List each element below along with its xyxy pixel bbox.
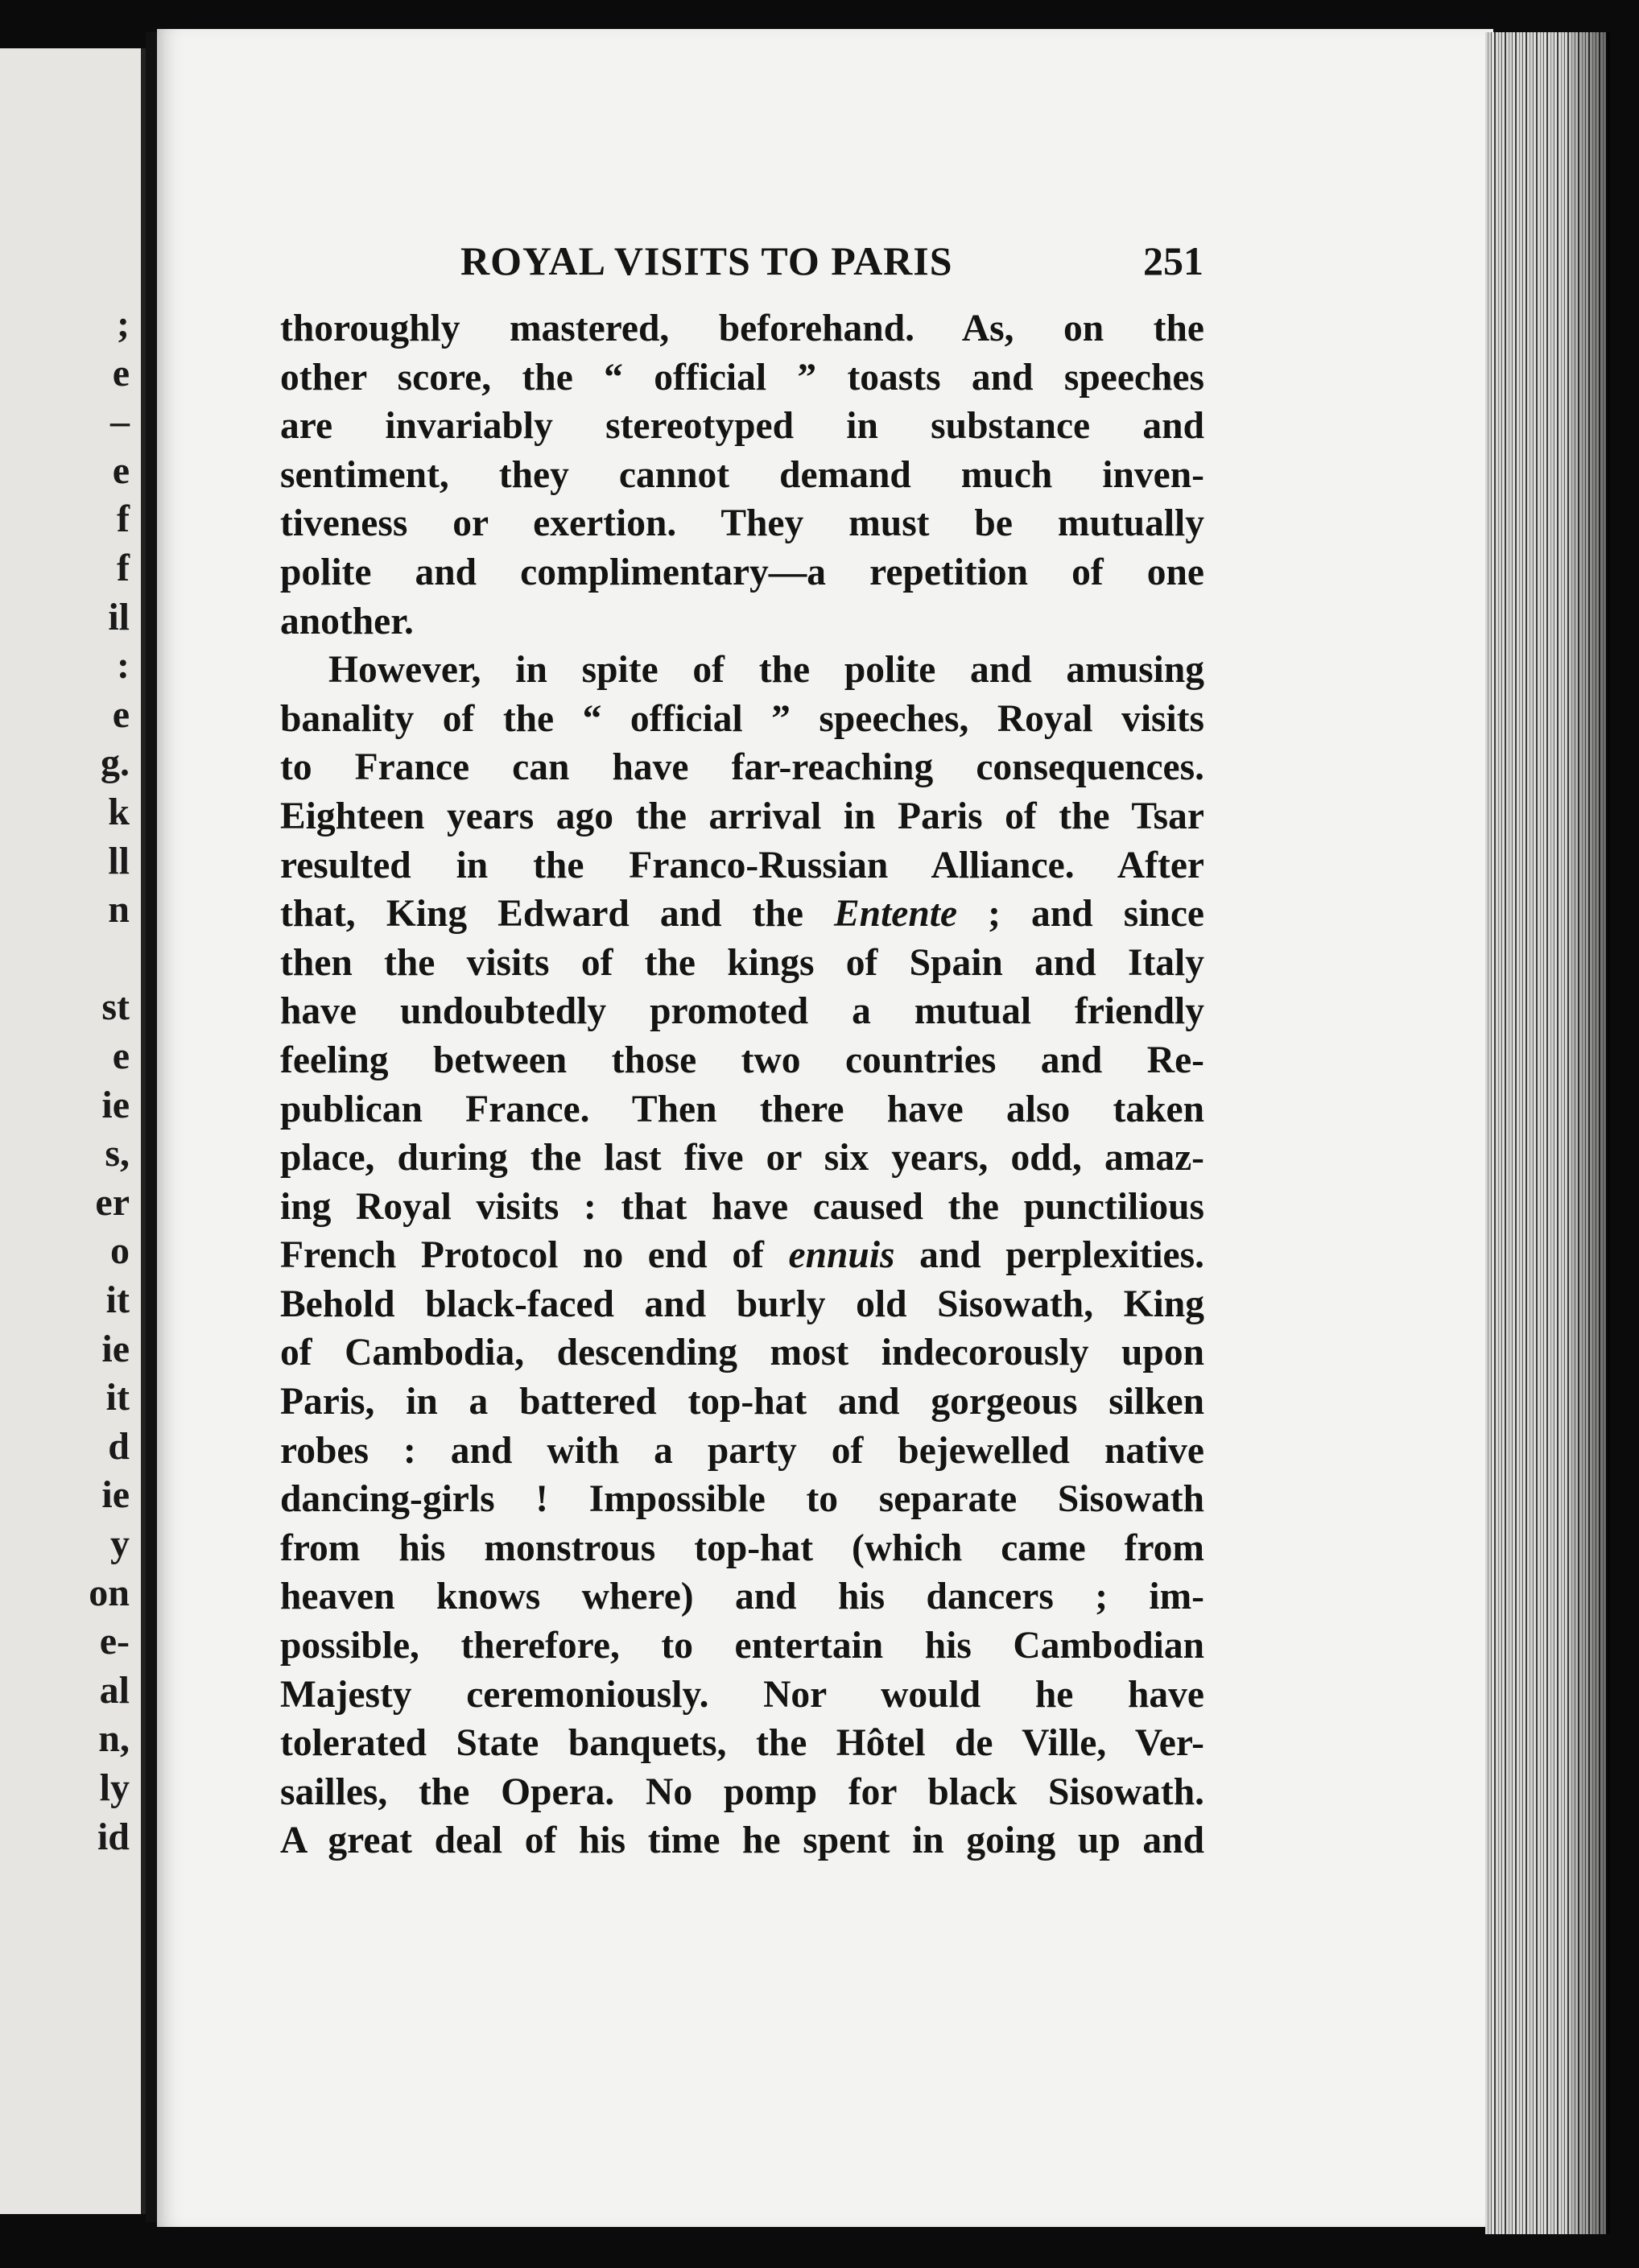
left-page-fragment: y <box>110 1522 130 1565</box>
left-page-fragment: d <box>108 1424 130 1468</box>
text-line <box>280 548 1204 597</box>
left-page-fragment: e- <box>99 1620 130 1663</box>
running-head-title: ROYAL VISITS TO PARIS <box>460 238 953 283</box>
text-line <box>280 1768 1204 1817</box>
left-page-fragment: e <box>112 1035 130 1077</box>
running-head <box>282 238 1203 286</box>
text-segment: that, King Edward and the <box>280 893 834 936</box>
text-segment: from his monstrous top-hat (which came from <box>280 1526 1204 1569</box>
text-segment: publican France. Then there have also taken <box>280 1088 1204 1130</box>
text-line <box>280 1231 1204 1280</box>
italic-text: ennuis <box>788 1234 895 1277</box>
text-segment: and perplexities. <box>894 1234 1204 1277</box>
left-page-fragment: k <box>108 791 130 833</box>
text-line <box>280 499 1204 548</box>
text-line <box>280 1524 1204 1573</box>
text-segment: Eighteen years ago the arrival in Paris of the Tsar <box>280 795 1204 837</box>
left-page-fragment: e <box>112 448 130 492</box>
page-number: 251 <box>1143 238 1203 283</box>
left-page-fragment: ie <box>101 1083 130 1126</box>
text-segment: feeling between those two countries and Re- <box>280 1039 1204 1081</box>
text-segment: sailles, the Opera. No pomp for black Sisowath. <box>280 1770 1204 1813</box>
book-gutter <box>146 32 157 2222</box>
text-segment: Paris, in a battered top-hat and gorgeous silken <box>280 1381 1204 1423</box>
text-line <box>280 1427 1204 1476</box>
text-segment: are invariably stereotyped in substance and <box>280 405 1204 448</box>
text-segment: polite and complimentary—a repetition of one <box>280 551 1204 593</box>
text-line <box>280 353 1204 403</box>
text-line <box>280 1183 1204 1232</box>
text-segment: A great deal of his time he spent in going up and <box>280 1820 1204 1862</box>
text-segment: French Protocol no end of <box>280 1234 789 1277</box>
text-line <box>280 1719 1204 1768</box>
left-page-fragment: il <box>108 595 130 638</box>
text-segment: to France can have far-reaching consequences. <box>280 746 1204 789</box>
text-line <box>280 1671 1204 1720</box>
left-page-fragment: al <box>99 1668 130 1712</box>
text-line <box>280 1572 1204 1621</box>
text-segment: sentiment, they cannot demand much inven- <box>280 453 1204 496</box>
text-line <box>280 1621 1204 1671</box>
text-segment: other score, the “ official ” toasts and speeches <box>280 356 1204 399</box>
text-line <box>280 695 1204 744</box>
left-page-fragment: – <box>110 400 130 444</box>
text-segment: dancing-girls ! Impossible to separate Sisowath <box>280 1478 1204 1521</box>
left-page-fragment: on <box>89 1571 130 1614</box>
left-page-fragment: : <box>117 644 130 688</box>
left-page-fragment: f <box>117 547 130 589</box>
text-segment: resulted in the Franco-Russian Alliance. After <box>280 844 1204 886</box>
left-page-fragment: ie <box>101 1327 130 1370</box>
left-page-fragment: st <box>101 985 130 1029</box>
text-line <box>280 1085 1204 1134</box>
italic-text: Entente <box>833 893 958 936</box>
text-segment: then the visits of the kings of Spain and Italy <box>280 941 1204 984</box>
text-line <box>280 743 1204 792</box>
text-line <box>280 451 1204 500</box>
page-stack-shadow <box>1562 32 1610 2234</box>
left-page-fragment: er <box>95 1180 130 1224</box>
text-line <box>280 1036 1204 1085</box>
text-line <box>280 841 1204 890</box>
left-page-fragment: ie <box>101 1473 130 1517</box>
text-line <box>280 646 1204 695</box>
left-page-fragment: id <box>97 1815 130 1858</box>
left-page-fragment: it <box>105 1279 130 1321</box>
text-line <box>280 792 1204 841</box>
text-segment: Behold black-faced and burly old Sisowath, King <box>280 1283 1204 1325</box>
previous-page-edge <box>0 48 146 2214</box>
left-page-fragment: it <box>105 1376 130 1419</box>
text-line <box>280 1816 1204 1865</box>
text-line <box>280 402 1204 451</box>
left-page-fragment: g. <box>101 742 130 785</box>
left-page-fragment: ; <box>117 303 130 345</box>
text-segment: ing Royal visits : that have caused the punctilious <box>280 1185 1204 1228</box>
left-page-fragment: ly <box>99 1766 130 1809</box>
text-segment: have undoubtedly promoted a mutual friendly <box>280 990 1204 1033</box>
left-page-fragment: o <box>110 1229 130 1273</box>
left-page-fragment: e <box>112 351 130 395</box>
text-line <box>280 939 1204 988</box>
text-line <box>280 1134 1204 1183</box>
left-page-fragment: s, <box>105 1132 130 1175</box>
text-segment: heaven knows where) and his dancers ; im- <box>280 1576 1204 1618</box>
left-page-fragment: f <box>117 498 130 541</box>
text-segment: another. <box>280 600 414 642</box>
text-segment: ; and since <box>957 893 1204 936</box>
text-line <box>280 1280 1204 1329</box>
text-segment: tiveness or exertion. They must be mutually <box>280 502 1204 545</box>
left-page-fragment: ll <box>108 839 130 882</box>
text-line <box>280 1328 1204 1378</box>
text-line <box>280 304 1204 353</box>
text-line <box>280 987 1204 1036</box>
left-page-fragment: n, <box>98 1717 130 1761</box>
body-text <box>280 304 1204 1865</box>
text-line <box>280 890 1204 939</box>
text-segment: possible, therefore, to entertain his Cambodian <box>280 1625 1204 1667</box>
text-segment: robes : and with a party of bejewelled native <box>280 1429 1204 1472</box>
text-segment: However, in spite of the polite and amusing <box>328 649 1204 692</box>
text-line <box>280 1378 1204 1427</box>
text-segment: of Cambodia, descending most indecorously upon <box>280 1332 1204 1374</box>
text-segment: tolerated State banquets, the Hôtel de Ville, Ver- <box>280 1722 1204 1765</box>
text-line <box>280 597 1204 647</box>
left-page-fragment: n <box>108 888 130 932</box>
previous-page-text-fragments <box>0 48 141 2214</box>
text-line <box>280 1475 1204 1524</box>
text-segment: place, during the last five or six years, odd, amaz- <box>280 1137 1204 1179</box>
text-segment: banality of the “ official ” speeches, Royal visits <box>280 697 1204 740</box>
text-segment: Majesty ceremoniously. Nor would he have <box>280 1673 1204 1716</box>
text-segment: thoroughly mastered, beforehand. As, on the <box>280 308 1204 349</box>
left-page-fragment: e <box>112 692 130 736</box>
